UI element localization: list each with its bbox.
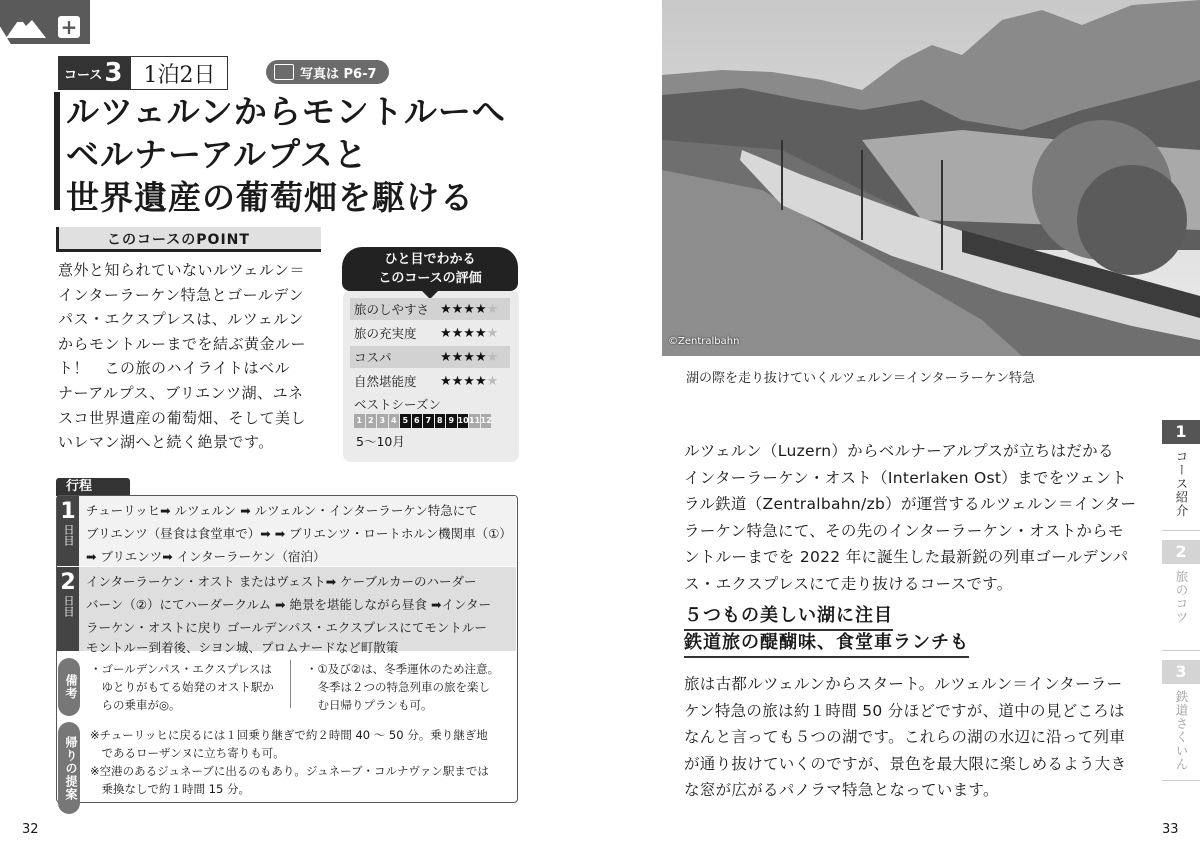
day2-tag: 2 日目 [57,567,79,651]
month-cell: 4 [389,414,400,428]
month-strip [354,414,491,428]
rating-row: 旅の充実度 ★★★★★ [354,325,499,341]
intro-paragraph: ルツェルン（Luzern）からベルナーアルプスが立ちはだかる インターラーケン・オスト（Interlaken Ost）までをツェント ラル鉄道（Zentralbahn/zb）が運営するルツェルン＝インター ラーケン特急にて、その先のインターラーケン・オストからモ ントルーまでを 2022 年に誕生した最新鋭の列車ゴールデンパ ス・エクスプレスにて走り抜けるコースです。 [684,442,1137,593]
return-suggestion-text: ※チューリッヒに戻るには１回乗り継ぎで約２時間 40 ～ 50 分。乗り継ぎ地 であるローザンヌに立ち寄りも可。 ※空港のあるジュネーブに出るのもあり。ジュネーブ・コルナヴァン駅までは 乗換なしで約１時間 15 分。 [90,728,489,796]
remarks-left: ・ゴールデンパス・エクスプレスは ゆとりがもてる始発のオスト駅か らの乗車が◎。 [90,662,274,712]
divider [1162,650,1200,651]
course-duration: 1泊2日 [130,56,228,90]
star-rating: ★★★★★ [440,301,499,317]
month-cell: 9 [446,414,457,428]
rating-row: コスパ ★★★★★ [350,346,510,368]
best-season-range: 5～10月 [356,434,405,449]
month-cell: 7 [423,414,434,428]
rating-heading: ひと目でわかる このコースの評価 [342,247,518,291]
photo-reference-badge: 写真は P6-7 [266,60,389,84]
train-photo [662,0,1200,356]
month-cell: 12 [481,414,492,428]
month-cell: 1 [354,414,365,428]
plus-icon: + [58,16,80,38]
day1-tag: 1 日目 [57,496,79,566]
photo-caption: 湖の際を走り抜けていくルツェルン＝インターラーケン特急 [686,371,1035,386]
day1-text: チューリッヒ➡ ルツェルン ➡ ルツェルン・インターラーケン特急にて ブリエンツ（昼食は食堂車で）➡ ➡ ブリエンツ・ロートホルン機関車（①） ➡ ブリエンツ➡ インターラーケン（宿泊） [86,503,512,564]
page-title: ルツェルンからモントルーへ ベルナーアルプスと 世界遺産の葡萄畑を駆ける [66,92,506,217]
rating-row: 旅のしやすさ ★★★★★ [350,298,510,320]
course-badge: コース 3 1泊2日 [58,56,228,90]
star-rating: ★★★★★ [440,325,499,341]
remarks-right: ・①及び②は、冬季運休のため注意。 冬季は２つの特急列車の旅を楽し む日帰りプランも可。 [306,662,500,712]
month-cell: 5 [400,414,411,428]
star-rating: ★★★★★ [440,349,499,365]
photo-icon [274,64,294,80]
best-season-label: ベストシーズン [354,397,441,412]
month-cell: 3 [377,414,388,428]
page-number-right: 33 [1162,822,1179,837]
star-rating: ★★★★★ [440,373,499,389]
month-cell: 6 [412,414,423,428]
mountain-icon [6,12,46,38]
divider [290,660,291,708]
title-accent-bar [54,92,60,210]
divider [1162,780,1200,781]
month-cell: 2 [366,414,377,428]
month-cell: 8 [435,414,446,428]
body-paragraph: 旅は古都ルツェルンからスタート。ルツェルン＝インターラー ケン特急の旅は約１時間 50 分ほどですが、道中の見どころは なんと言っても５つの湖です。これらの湖の水辺に沿って列車 が通り抜けていくのですが、景色を最大限に楽しめるよう大き な窓が広がるパノラマ特急となっています。 [684,675,1127,800]
return-suggestion-tag: 帰りの提案 [58,722,80,814]
page-number-left: 32 [22,822,39,837]
rating-row: 自然堪能度 ★★★★★ [354,373,499,389]
photo-credit: ©Zentralbahn [668,336,740,347]
day2-text: インターラーケン・オスト またはヴェスト➡ ケーブルカーのハーダー バーン（②）にてハーダークルム ➡ 絶景を堪能しながら昼食 ➡インター ラーケン・オストに戻り ゴールデンパス・エクスプレスにてモントルー モントルー到着後、シヨン城、プロムナードなど町散策 [86,574,491,655]
point-text: 意外と知られていないルツェルン＝ インターラーケン特急とゴールデン パス・エクスプレスは、ルツェルン からモントルーまでを結ぶ黄金ルー ト！ この旅のハイライトはベル ナーアルプス、ブリエンツ湖、ユネ スコ世界遺産の葡萄畑、そして美し いレマン湖へと続く絶景です。 [58,261,307,452]
month-cell: 11 [469,414,480,428]
side-tab-railway-index[interactable]: 3 鉄道さくいん [1162,660,1200,771]
side-tab-course-intro[interactable]: 1 コース紹介 [1162,420,1200,518]
itinerary-heading: 行程 [56,478,130,496]
remarks-tag: 備考 [58,658,80,716]
divider [1162,530,1200,531]
side-tab-travel-tips[interactable]: 2 旅のコツ [1162,540,1200,624]
point-heading: このコースのPOINT [56,227,321,252]
section-subheading: ５つもの美しい湖に注目 鉄道旅の醍醐味、食堂車ランチも [684,604,1004,658]
month-cell: 10 [458,414,469,428]
